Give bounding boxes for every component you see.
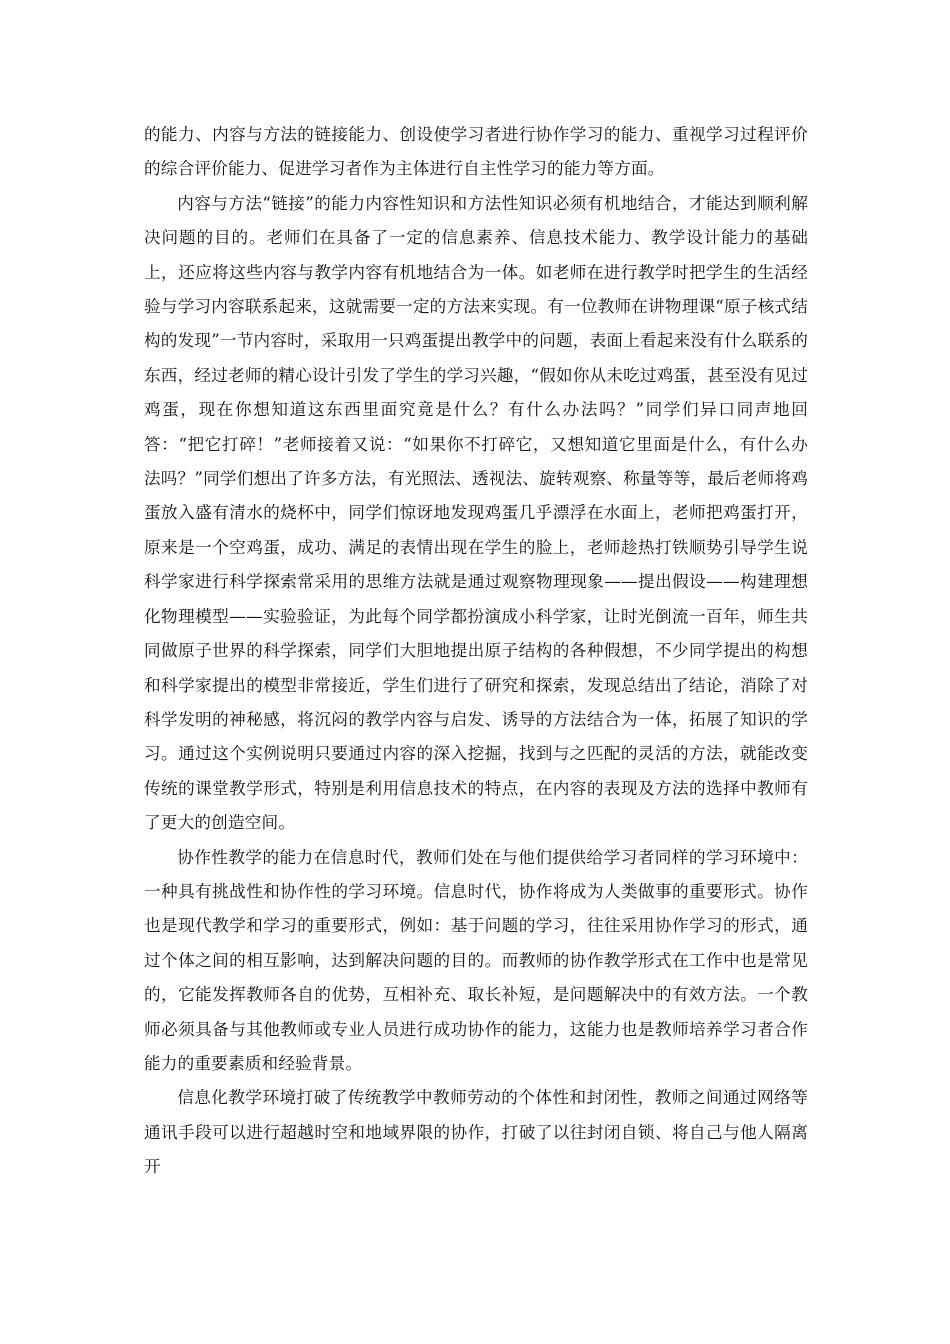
document-body <box>144 118 808 1185</box>
paragraph-3: 协作性教学的能力在信息时代，教师们处在与他们提供给学习者同样的学习环境中：一种具有挑战性和协作性的学习环境。信息时代，协作将成为人类做事的重要形式。协作也是现代教学和学习的重要形式，例如：基于问题的学习，往往采用协作学习的形式，通过个体之间的相互影响，达到解决问题的目的。而教师的协作教学形式在工作中也是常见的，它能发挥教师各自的优势，互相补充、取长补短，是问题解决中的有效方法。一个教师必须具备与其他教师或专业人员进行成功协作的能力，这能力也是教师培养学习者合作能力的重要素质和经验背景。 <box>144 847 808 1073</box>
paragraph-4: 信息化教学环境打破了传统教学中教师劳动的个体性和封闭性，教师之间通过网络等通讯手段可以进行超越时空和地域界限的协作，打破了以往封闭自锁、将自己与他人隔离开 <box>144 1088 808 1177</box>
paragraph-2: 内容与方法“链接”的能力内容性知识和方法性知识必须有机地结合，才能达到顺利解决问题的目的。老师们在具备了一定的信息素养、信息技术能力、教学设计能力的基础上，还应将这些内容与教学内容有机地结合为一体。如老师在进行教学时把学生的生活经验与学习内容联系起来，这就需要一定的方法来实现。有一位教师在讲物理课“原子核式结构的发现”一节内容时，采取用一只鸡蛋提出教学中的问题，表面上看起来没有什么联系的东西，经过老师的精心设计引发了学生的学习兴趣，“假如你从未吃过鸡蛋，甚至没有见过鸡蛋，现在你想知道这东西里面究竟是什么？有什么办法吗？”同学们异口同声地回答：“把它打碎！”老师接着又说：“如果你不打碎它，又想知道它里面是什么，有什么办法吗？”同学们想出了许多方法，有光照法、透视法、旋转观察、称量等等，最后老师将鸡蛋放入盛有清水的烧杯中，同学们惊讶地发现鸡蛋几乎漂浮在水面上，老师把鸡蛋打开，原来是一个空鸡蛋，成功、满足的表情出现在学生的脸上，老师趁热打铁顺势引导学生说科学家进行科学探索常采用的思维方法就是通过观察物理现象——提出假设——构建理想化物理模型——实验验证，为此每个同学都扮演成小科学家，让时光倒流一百年，师生共同做原子世界的科学探索，同学们大胆地提出原子结构的各种假想，不少同学提出的构想和科学家提出的模型非常接近，学生们进行了研究和探索，发现总结出了结论，消除了对科学发明的神秘感，将沉闷的教学内容与启发、诱导的方法结合为一体，拓展了知识的学习。通过这个实例说明只要通过内容的深入挖掘，找到与之匹配的灵活的方法，就能改变传统的课堂教学形式，特别是利用信息技术的特点，在内容的表现及方法的选择中教师有了更大的创造空间。 <box>144 193 808 833</box>
paragraph-1: 的能力、内容与方法的链接能力、创设使学习者进行协作学习的能力、重视学习过程评价的综合评价能力、促进学习者作为主体进行自主性学习的能力等方面。 <box>144 125 808 179</box>
